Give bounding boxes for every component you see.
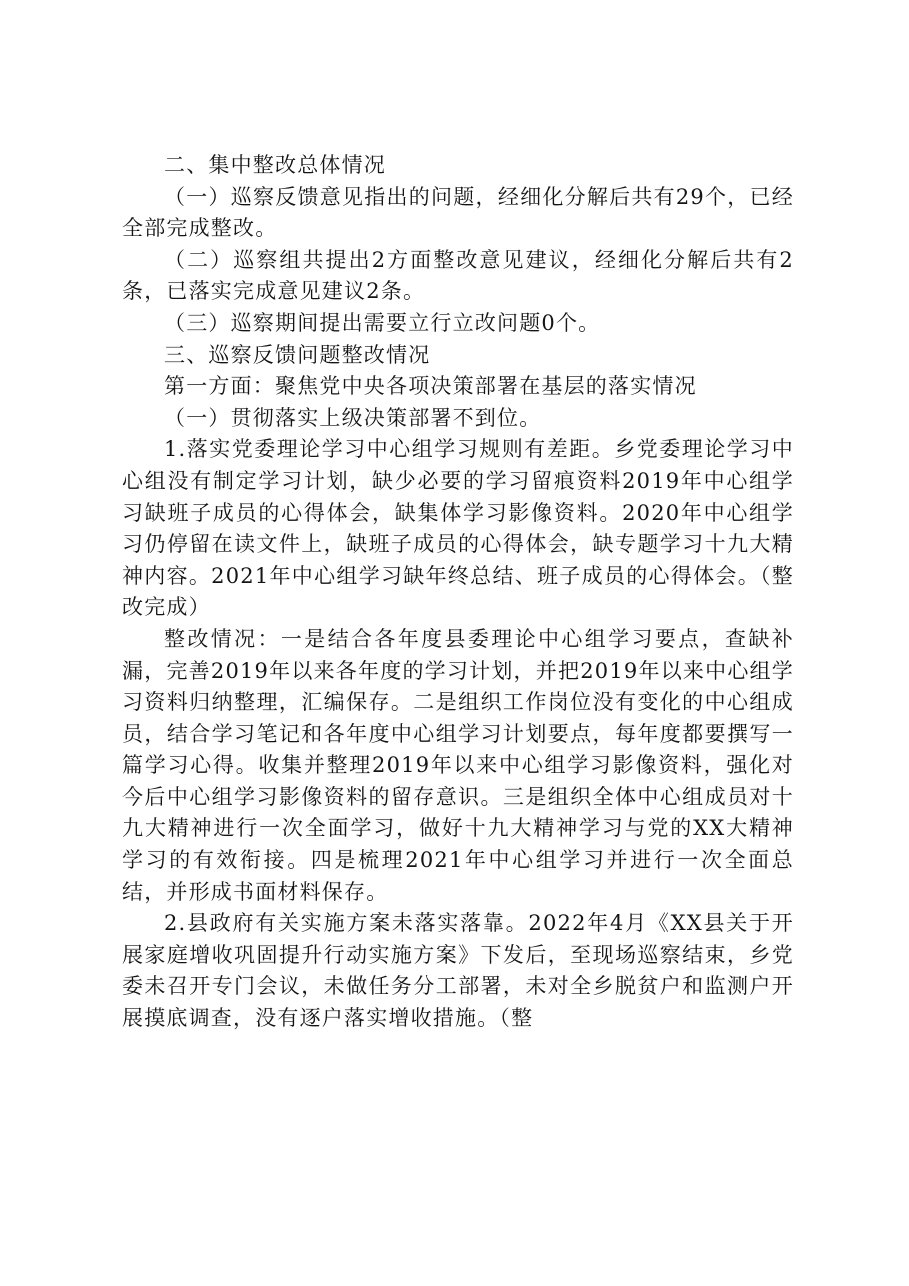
subsection-heading-first-aspect: 第一方面：聚焦党中央各项决策部署在基层的落实情况 (164, 374, 697, 399)
paragraph-item-1: （一）巡察反馈意见指出的问题，经细化分解后共有29个，已经全部完成整改。 (122, 184, 794, 241)
section-heading-2: 二、集中整改总体情况 (164, 153, 386, 177)
section-heading-3: 三、巡察反馈问题整改情况 (164, 342, 431, 367)
document-body (122, 150, 794, 1035)
paragraph-item-3: （三）巡察期间提出需要立行立改问题0个。 (164, 310, 601, 335)
problem-paragraph-1: 1.落实党委理论学习中心组学习规则有差距。乡党委理论学习中心组没有制定学习计划，缺少必要的学习留痕资料2019年中心组学习缺班子成员的心得体会，缺集体学习影像资料。2020年中心组学习仍停留在读文件上，缺班子成员的心得体会，缺专题学习十九大精神内容。2021年中心组学习缺年终总结、班子成员的心得体会。（整改完成） (122, 437, 794, 620)
problem-paragraph-2: 2.县政府有关实施方案未落实落靠。2022年4月《XX县关于开展家庭增收巩固提升行动实施方案》下发后，至现场巡察结束，乡党委未召开专门会议，未做任务分工部署，未对全乡脱贫户和监测户开展摸底调查，没有逐户落实增收措施。（整 (122, 911, 794, 1031)
paragraph-item-2: （二）巡察组共提出2方面整改意见建议，经细化分解后共有2条，已落实完成意见建议2条。 (122, 247, 794, 304)
subsection-item-1: （一）贯彻落实上级决策部署不到位。 (164, 405, 542, 430)
rectification-paragraph-1: 整改情况：一是结合各年度县委理论中心组学习要点，查缺补漏，完善2019年以来各年度的学习计划，并把2019年以来中心组学习资料归纳整理，汇编保存。二是组织工作岗位没有变化的中心组成员，结合学习笔记和各年度中心组学习计划要点，每年度都要撰写一篇学习心得。收集并整理2019年以来中心组学习影像资料，强化对今后中心组学习影像资料的留存意识。三是组织全体中心组成员对十九大精神进行一次全面学习，做好十九大精神学习与党的XX大精神学习的有效衔接。四是梳理2021年中心组学习并进行一次全面总结，并形成书面材料保存。 (122, 626, 794, 904)
